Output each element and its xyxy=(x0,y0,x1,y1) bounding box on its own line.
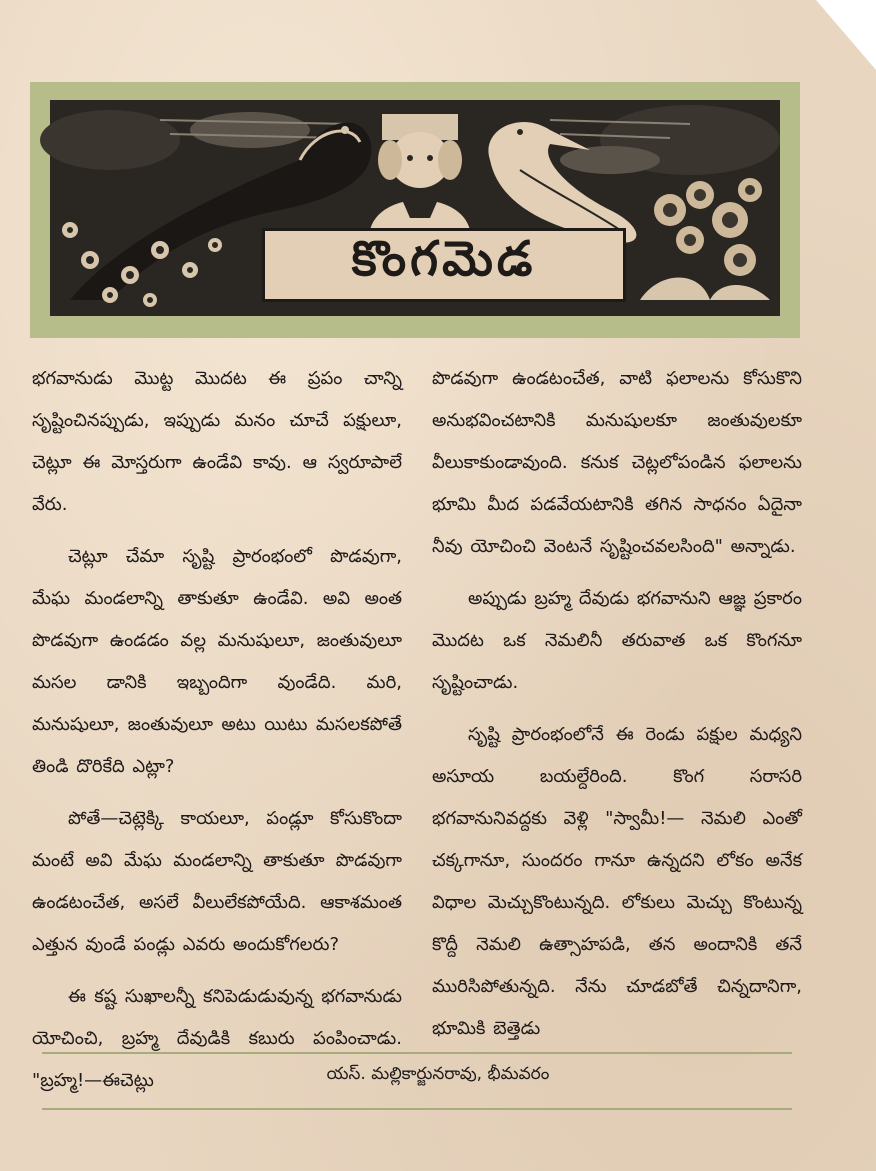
left-paragraph-1: భగవానుడు మొట్ట మొదట ఈ ప్రపం చాన్ని సృష్టించినప్పుడు, ఇప్పుడు మనం చూచే పక్షులూ, చెట్లూ ఈ మోస్తరుగా ఉండేవి కావు. ఆ స్వరూపాలే వేరు. xyxy=(32,368,402,515)
left-paragraph-2: చెట్లూ చేమా సృష్టి ప్రారంభంలో పొడవుగా, మేఘ మండలాన్ని తాకుతూ ఉండేవి. అవి అంత పొడవుగా ఉండడం వల్ల మనుషులూ, జంతువులూ మసల డానికి ఇబ్బందిగా వుండేది. మరి, మనుషులూ, జంతువులూ అటు యిటు మసలకపోతే తిండి దొరికేది ఎట్లా? xyxy=(32,546,402,777)
left-paragraph-3: పోతే—చెట్లెక్కి కాయలూ, పండ్లూ కోసుకొందా మంటే అవి మేఘ మండలాన్ని తాకుతూ పొడవుగా ఉండటంచేత, అసలే వీలులేకపోయేది. ఆకాశమంత ఎత్తున వుండే పండ్లు ఎవరు అందుకోగలరు? xyxy=(32,808,402,955)
page-corner-fold xyxy=(816,0,876,70)
banner-illustration xyxy=(50,100,780,316)
title-banner xyxy=(30,82,800,338)
footer-rule-bottom xyxy=(42,1108,792,1110)
right-paragraph-2: అప్పుడు బ్రహ్మ దేవుడు భగవానుని ఆజ్ఞ ప్రకారం మొదట ఒక నెమలినీ తరువాత ఒక కొంగనూ సృష్టించాడు. xyxy=(432,588,802,693)
right-paragraph-1: పొడవుగా ఉండటంచేత, వాటి ఫలాలను కోసుకొని అనుభవించటానికి మనుషులకూ జంతువులకూ వీలుకాకుండావుంది. కనుక చెట్లలోపండిన ఫలాలను భూమి మీద పడవేయటానికి తగిన సాధనం ఏదైనా నీవు యోచించి వెంటనే సృష్టించవలసింది" అన్నాడు. xyxy=(432,368,802,557)
left-column xyxy=(32,358,402,1091)
author-credit: యస్. మల్లికార్జునరావు, భీమవరం xyxy=(326,1064,550,1084)
right-paragraph-3: సృష్టి ప్రారంభంలోనే ఈ రెండు పక్షుల మధ్యని అసూయ బయల్దేరింది. కొంగ సరాసరి భగవానునివద్దకు వెళ్లి "స్వామీ!— నెమలి ఎంతో చక్కగానూ, సుందరం గానూ ఉన్నదని లోకం అనేక విధాల మెచ్చుకొంటున్నది. లోకులు మెచ్చు కొంటున్న కొద్దీ నెమలి ఉత్సాహపడి, తన అందానికి తనే మురిసిపోతున్నది. నేను చూడబోతే చిన్నదానిగా, భూమికి బెత్తెడు xyxy=(432,724,802,1039)
story-title: కొంగమెడ xyxy=(351,231,537,287)
title-box xyxy=(262,228,626,302)
footer-rule-top xyxy=(42,1052,792,1054)
right-column xyxy=(432,358,802,1038)
left-paragraph-4: ఈ కష్ట సుఖాలన్నీ కనిపెడుడువున్న భగవానుడు యోచించి, బ్రహ్మ దేవుడికి కబురు పంపించాడు. "బ్రహ్మ!—ఈచెట్లు xyxy=(32,986,402,1091)
